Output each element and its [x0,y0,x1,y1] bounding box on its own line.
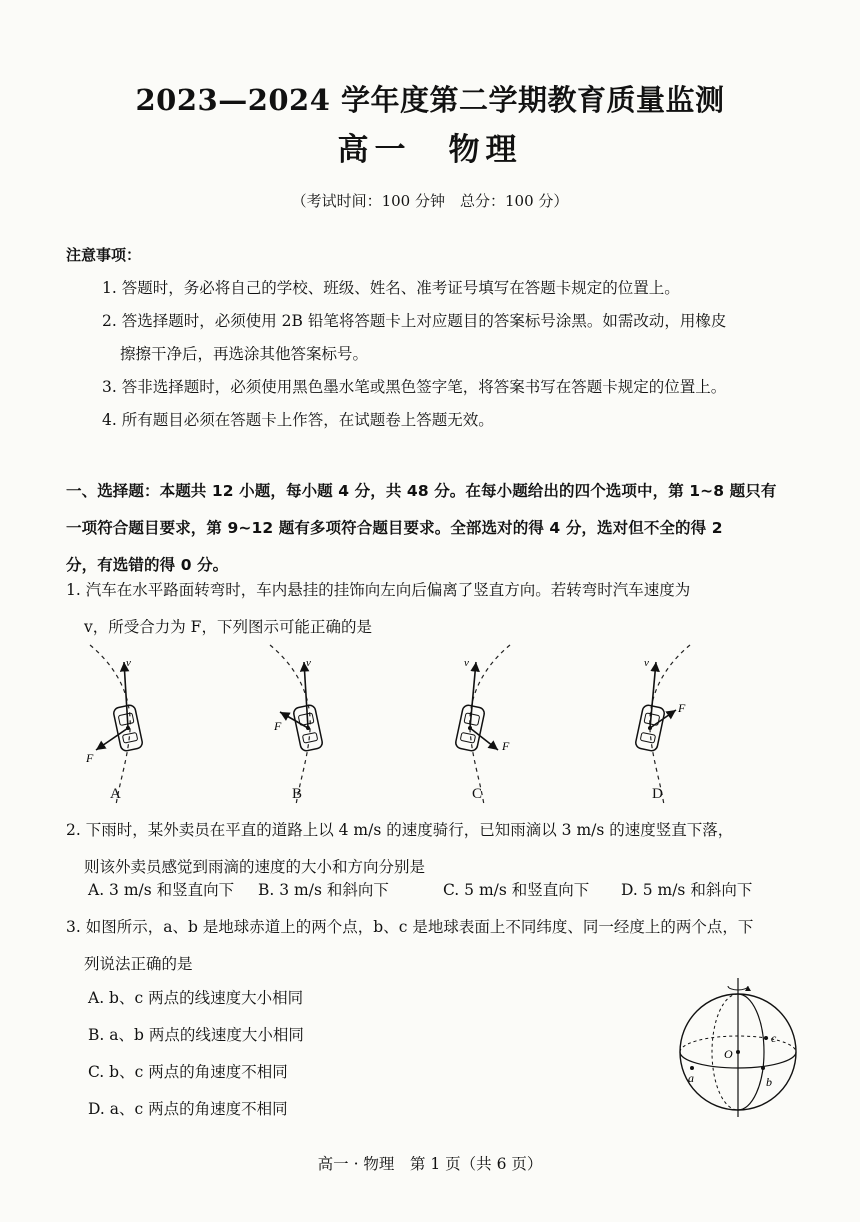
question-3-option-b: B. a、b 两点的线速度大小相同 [88,1026,304,1044]
figure-b-car [270,645,323,805]
globe-point-c-label: c [771,1031,777,1045]
figure-d-car [635,645,690,805]
figure-c-f-label: F [502,739,510,753]
notice-item-4: 4. 所有题目必须在答题卡上作答，在试题卷上答题无效。 [102,411,494,429]
question-2-stem-line-1: 2. 下雨时，某外卖员在平直的道路上以 4 m/s 的速度骑行，已知雨滴以 3 m/s 的速度竖直下落， [66,821,734,839]
earth-globe-figure [668,972,808,1122]
question-2-options [88,878,808,900]
figure-a-f-label: F [86,751,94,765]
question-2-stem-line-2: 则该外卖员感觉到雨滴的速度的大小和方向分别是 [84,858,426,876]
question-1 [66,572,796,646]
question-2-option-a: A. 3 m/s 和竖直向下 [88,881,235,899]
question-1-stem-line-2: v，所受合力为 F，下列图示可能正确的是 [84,618,372,636]
notice-list [102,272,802,437]
figure-label-b: B [292,786,303,802]
question-2 [66,812,796,886]
exam-time-and-score: （考试时间：100 分钟 总分：100 分） [291,192,569,210]
question-3-option-d: D. a、c 两点的角速度不相同 [88,1100,288,1118]
globe-center-label: O [724,1047,733,1061]
figure-label-a: A [110,786,121,802]
question-3-option-a: A. b、c 两点的线速度大小相同 [88,989,304,1007]
question-2-option-d: D. 5 m/s 和斜向下 [621,881,753,899]
question-3-stem-line-1: 3. 如图所示，a、b 是地球赤道上的两个点，b、c 是地球表面上不同纬度、同一经度上的两个点，下 [66,918,754,936]
figure-b-f-label: F [274,719,282,733]
figure-c-car [455,645,510,805]
notice-item-2-continued: 擦擦干净后，再选涂其他答案标号。 [120,345,369,363]
figure-a-v-label: v [126,657,131,669]
question-3-option-c: C. b、c 两点的角速度不相同 [88,1063,288,1081]
question-3-stem-line-2: 列说法正确的是 [84,955,193,973]
question-1-stem-line-1: 1. 汽车在水平路面转弯时，车内悬挂的挂饰向左向后偏离了竖直方向。若转弯时汽车速度为 [66,581,691,599]
exam-subject: 高一 物理 [337,132,523,168]
notice-heading: 注意事项： [66,246,142,264]
figure-d-v-label: v [644,657,649,669]
figure-label-d: D [652,786,663,802]
figure-label-c: C [472,786,483,802]
page-footer: 高一 · 物理 第 1 页（共 6 页） [317,1155,543,1173]
exam-title: 2023—2024 学年度第二学期教育质量监测 [135,83,725,117]
question-1-figures [70,640,770,810]
figure-a-car [85,645,143,805]
section-1-line-1: 一、选择题：本题共 12 小题，每小题 4 分，共 48 分。在每小题给出的四个选项中，第 1~8 题只有 [66,482,777,500]
notice-item-3: 3. 答非选择题时，必须使用黑色墨水笔或黑色签字笔，将答案书写在答题卡规定的位置上。 [102,378,727,396]
question-3-options [88,980,304,1128]
figure-d-f-label: F [678,701,686,715]
notice-item-1: 1. 答题时，务必将自己的学校、班级、姓名、准考证号填写在答题卡规定的位置上。 [102,279,680,297]
section-1-instructions [66,473,792,584]
question-2-option-b: B. 3 m/s 和斜向下 [258,881,389,899]
figure-b-v-label: v [306,657,311,669]
globe-point-a-label: a [688,1071,694,1085]
notice-item-2: 2. 答选择题时，必须使用 2B 铅笔将答题卡上对应题目的答案标号涂黑。如需改动，用橡皮 [102,312,727,330]
section-1-line-3: 分，有选错的得 0 分。 [66,556,229,574]
figure-c-v-label: v [464,657,469,669]
globe-point-b-label: b [766,1075,772,1089]
section-1-line-2: 一项符合题目要求，第 9~12 题有多项符合题目要求。全部选对的得 4 分，选对但不全的得 2 [66,519,723,537]
question-2-option-c: C. 5 m/s 和竖直向下 [443,881,590,899]
